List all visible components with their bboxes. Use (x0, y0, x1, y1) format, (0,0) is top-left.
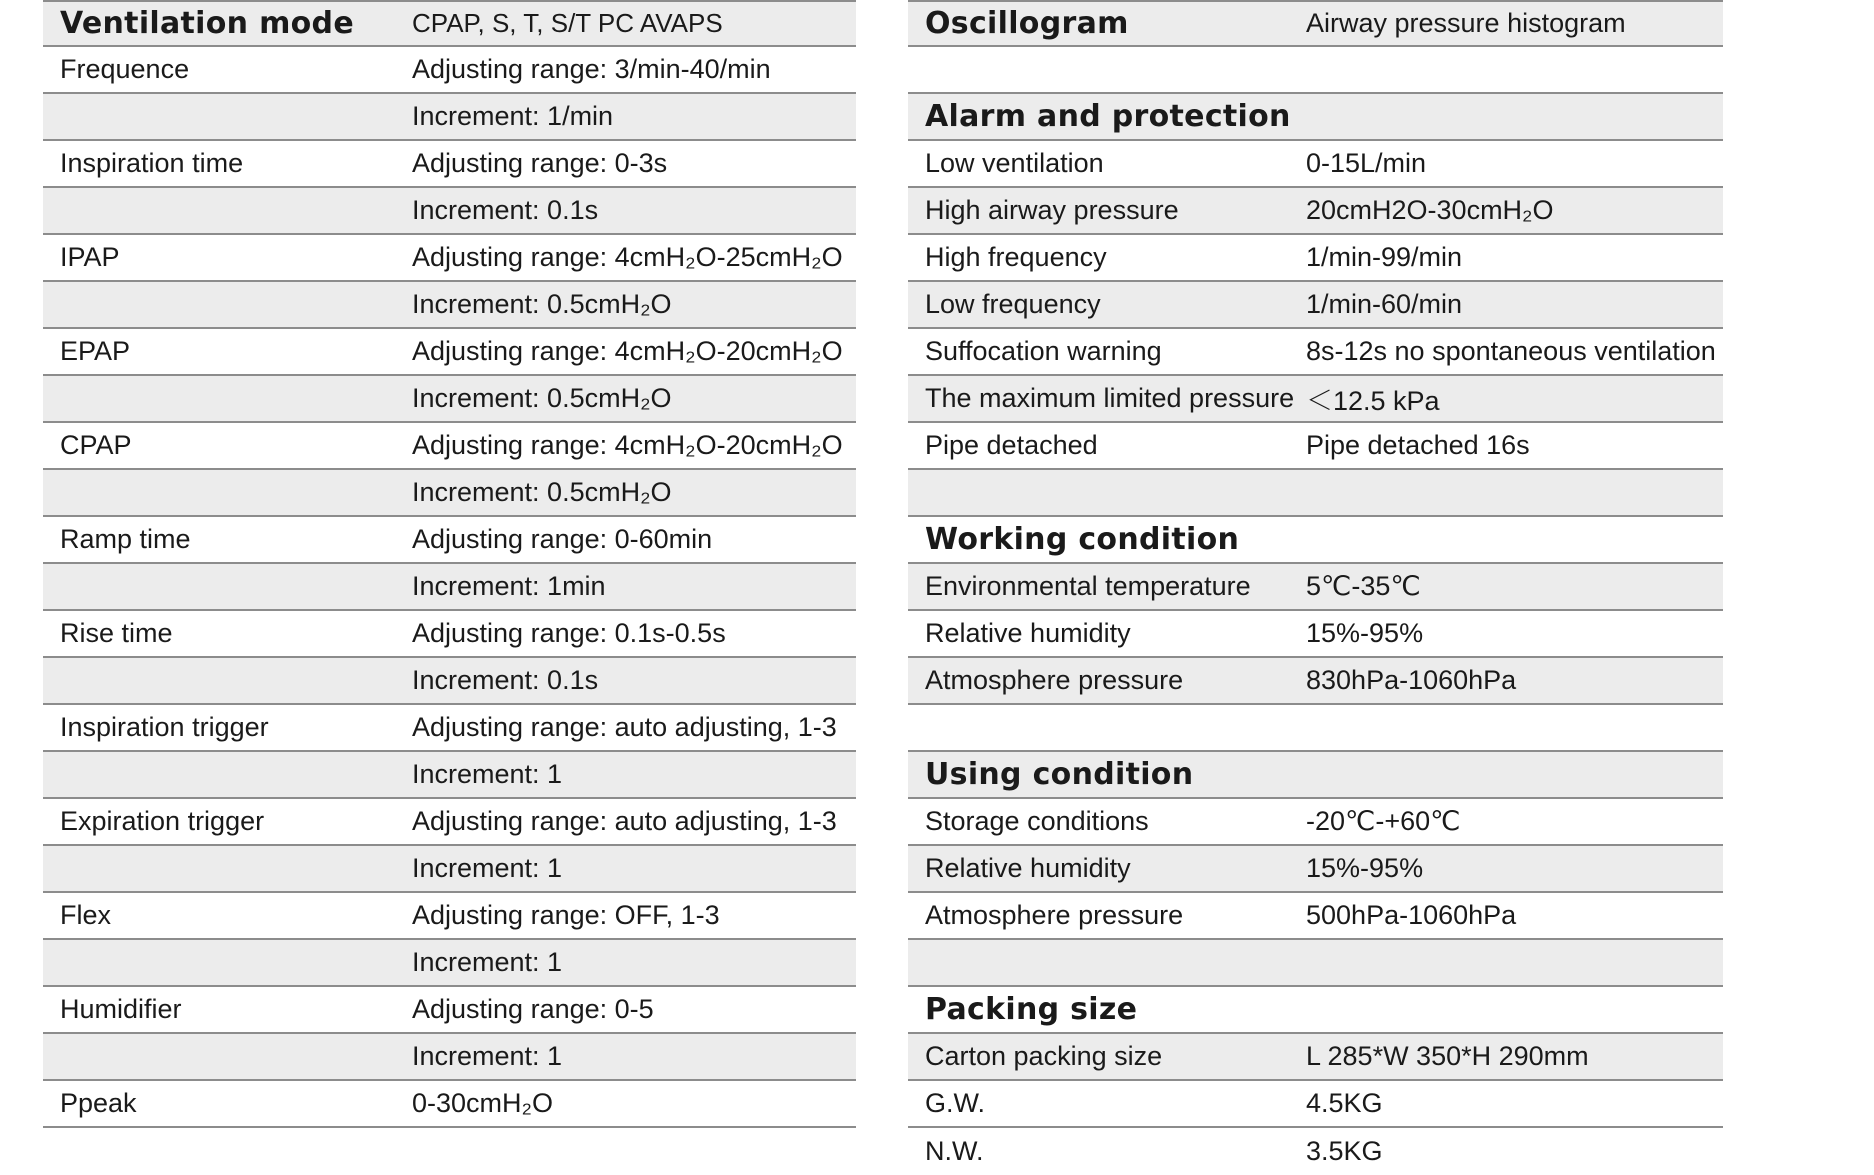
left-spec-table (43, 0, 856, 1128)
row-value: 8s-12s no spontaneous ventilation (1306, 336, 1716, 366)
table-row (908, 1081, 1723, 1128)
row-label: Pipe detached (925, 430, 1098, 460)
section-title: Using condition (925, 757, 1194, 792)
row-value: ＜12.5 kPa (1306, 386, 1440, 416)
table-row (908, 423, 1723, 470)
table-row (43, 846, 856, 893)
row-value: Increment: 1min (412, 571, 606, 601)
table-row (908, 141, 1723, 188)
row-label: N.W. (925, 1136, 984, 1166)
table-row (43, 611, 856, 658)
row-value: Increment: 1 (412, 853, 563, 883)
row-value: Increment: 0.5cmH₂O (412, 383, 672, 413)
row-label: IPAP (60, 242, 120, 272)
table-row (908, 658, 1723, 705)
table-row (908, 282, 1723, 329)
table-row (908, 705, 1723, 752)
row-label: Storage conditions (925, 806, 1149, 836)
table-row (908, 1034, 1723, 1081)
section-header-row (43, 0, 856, 47)
row-label: Expiration trigger (60, 806, 265, 836)
table-row (908, 329, 1723, 376)
table-row (43, 893, 856, 940)
table-row (908, 235, 1723, 282)
table-row (43, 282, 856, 329)
row-value: 4.5KG (1306, 1088, 1383, 1118)
row-label: Ramp time (60, 524, 191, 554)
row-value: Increment: 0.5cmH₂O (412, 477, 672, 507)
section-header-row (908, 0, 1723, 47)
row-label: Humidifier (60, 994, 182, 1024)
row-label: Rise time (60, 618, 173, 648)
table-row (908, 1128, 1723, 1175)
row-value: Increment: 1 (412, 1041, 563, 1071)
table-row (908, 799, 1723, 846)
table-row (43, 987, 856, 1034)
table-row (43, 705, 856, 752)
row-label: Suffocation warning (925, 336, 1162, 366)
table-row (43, 94, 856, 141)
row-label: Low frequency (925, 289, 1101, 319)
row-value: 0-30cmH₂O (412, 1088, 554, 1118)
row-value: Adjusting range: 0-5 (412, 994, 654, 1024)
row-value: 3.5KG (1306, 1136, 1383, 1166)
row-value: Adjusting range: 0-3s (412, 148, 668, 178)
row-value: Adjusting range: 0-60min (412, 524, 713, 554)
row-value: Adjusting range: 4cmH₂O-25cmH₂O (412, 242, 843, 272)
table-row (43, 940, 856, 987)
section-title: Alarm and protection (925, 99, 1291, 134)
row-value: 15%-95% (1306, 853, 1424, 883)
row-value: Adjusting range: OFF, 1-3 (412, 900, 720, 930)
table-row (908, 47, 1723, 94)
row-value: CPAP, S, T, S/T PC AVAPS (412, 8, 723, 38)
table-row (43, 1081, 856, 1128)
row-value: 500hPa-1060hPa (1306, 900, 1517, 930)
table-row (43, 376, 856, 423)
section-header-row (908, 987, 1723, 1034)
table-row (908, 564, 1723, 611)
table-row (43, 470, 856, 517)
row-label: The maximum limited pressure (925, 383, 1295, 413)
row-value: Increment: 1 (412, 947, 563, 977)
row-value: Increment: 1 (412, 759, 563, 789)
row-label: High airway pressure (925, 195, 1179, 225)
section-title: Packing size (925, 992, 1138, 1027)
table-row (908, 940, 1723, 987)
table-row (908, 188, 1723, 235)
row-value: Pipe detached 16s (1306, 430, 1530, 460)
row-value: Adjusting range: auto adjusting, 1-3 (412, 806, 837, 836)
section-title: Working condition (925, 522, 1240, 557)
row-label: Relative humidity (925, 618, 1131, 648)
table-row (908, 470, 1723, 517)
row-label: Ppeak (60, 1088, 137, 1118)
row-value: 830hPa-1060hPa (1306, 665, 1517, 695)
row-value: 20cmH2O-30cmH₂O (1306, 195, 1554, 225)
row-value: Adjusting range: 4cmH₂O-20cmH₂O (412, 430, 843, 460)
row-label: Carton packing size (925, 1041, 1163, 1071)
row-label: Flex (60, 900, 112, 930)
table-row (908, 846, 1723, 893)
row-label: Atmosphere pressure (925, 900, 1184, 930)
table-row (43, 141, 856, 188)
row-value: 15%-95% (1306, 618, 1424, 648)
table-row (43, 658, 856, 705)
row-label: Environmental temperature (925, 571, 1251, 601)
table-row (908, 376, 1723, 423)
row-value: 1/min-99/min (1306, 242, 1463, 272)
row-label: Relative humidity (925, 853, 1131, 883)
table-row (43, 329, 856, 376)
row-value: 0-15L/min (1306, 148, 1427, 178)
section-title: Ventilation mode (60, 6, 354, 41)
table-row (43, 799, 856, 846)
row-label: EPAP (60, 336, 131, 366)
row-value: Adjusting range: auto adjusting, 1-3 (412, 712, 837, 742)
table-row (43, 1034, 856, 1081)
section-header-row (908, 94, 1723, 141)
table-row (43, 188, 856, 235)
table-row (908, 893, 1723, 940)
row-value: Increment: 1/min (412, 101, 614, 131)
row-label: G.W. (925, 1088, 985, 1118)
row-value: Increment: 0.1s (412, 665, 599, 695)
row-value: Adjusting range: 4cmH₂O-20cmH₂O (412, 336, 843, 366)
row-label: Frequence (60, 54, 190, 84)
row-value: 5℃-35℃ (1306, 571, 1421, 601)
table-row (908, 611, 1723, 658)
row-value: Adjusting range: 3/min-40/min (412, 54, 771, 84)
row-label: Inspiration trigger (60, 712, 269, 742)
section-header-row (908, 517, 1723, 564)
row-label: CPAP (60, 430, 132, 460)
row-value: -20℃-+60℃ (1306, 806, 1461, 836)
row-value: Increment: 0.1s (412, 195, 599, 225)
section-title: Oscillogram (925, 6, 1129, 41)
right-spec-table (908, 0, 1723, 1175)
table-row (43, 47, 856, 94)
row-value: Increment: 0.5cmH₂O (412, 289, 672, 319)
row-value: Airway pressure histogram (1306, 8, 1626, 38)
row-value: 1/min-60/min (1306, 289, 1463, 319)
row-label: High frequency (925, 242, 1107, 272)
row-label: Low ventilation (925, 148, 1104, 178)
section-header-row (908, 752, 1723, 799)
table-row (43, 423, 856, 470)
table-row (43, 564, 856, 611)
row-label: Inspiration time (60, 148, 244, 178)
table-row (43, 235, 856, 282)
row-value: Adjusting range: 0.1s-0.5s (412, 618, 726, 648)
table-row (43, 517, 856, 564)
row-label: Atmosphere pressure (925, 665, 1184, 695)
table-row (43, 752, 856, 799)
row-value: L 285*W 350*H 290mm (1306, 1041, 1589, 1071)
